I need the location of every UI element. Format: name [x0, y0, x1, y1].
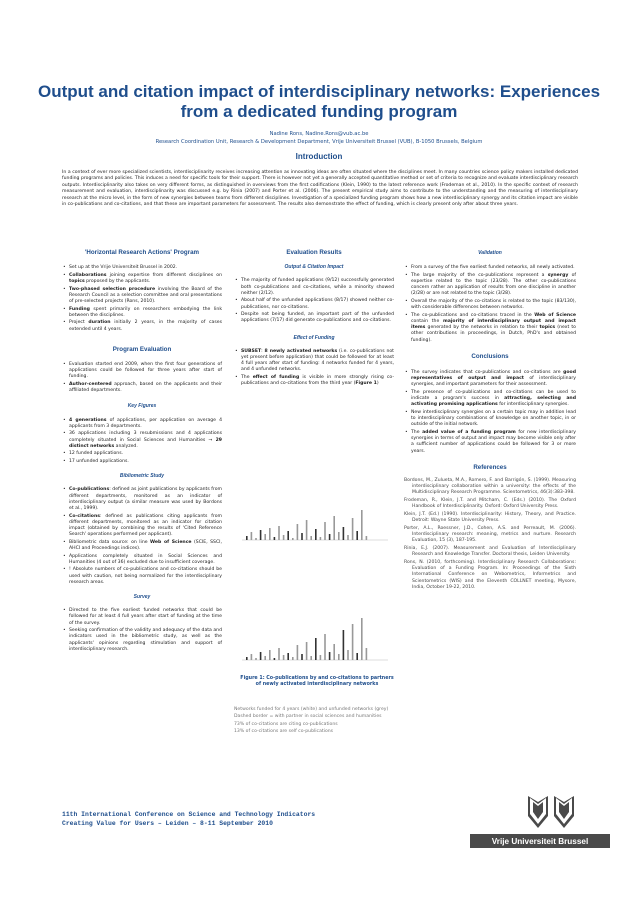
list-item: • The added value of a funding program for new interdisciplinary synergies in terms of output and impact may become visible only after a sufficient number of applications could be followed for 3 or more years. — [411, 430, 576, 455]
validation-heading: Validation — [478, 250, 502, 256]
chart-bar — [356, 531, 358, 540]
reference-item: Rinia, E.J. (2007). Measurement and Evaluation of Interdisciplinary Research and Knowledge Transfer. Doctoral thesis, Leiden University. — [404, 546, 576, 558]
chart-bar — [361, 510, 363, 540]
list-item: • Bibliometric data source: on line Web of Science (SCIE, SSCI, AHCI and Proceedings indices). — [69, 540, 222, 552]
logo-emblem-icon — [528, 796, 574, 828]
output-heading: Output & Citation Impact — [284, 264, 344, 271]
program-list — [62, 265, 222, 333]
vub-logo — [470, 788, 610, 870]
chart-bar — [292, 538, 294, 540]
logo-text: Vrije Universiteit Brussel — [491, 837, 589, 846]
chart-bar — [347, 650, 349, 660]
validation-list — [404, 265, 576, 344]
chart-bar — [251, 532, 253, 540]
list-item: • 17 unfunded applications. — [69, 459, 222, 465]
chart-bar — [301, 654, 303, 660]
chart-bar — [292, 657, 294, 660]
list-item: • SUBSET: 8 newly activated networks (i.e. co-publications not yet present before application) that could be followed for at least 4 full years after start of funding: 4 networks funded for 4 years, and 4 unfunded networks. — [241, 349, 394, 374]
evaluation-list — [62, 362, 222, 394]
list-item: • 12 funded applications. — [69, 451, 222, 457]
list-item: • Author-centered approach, based on the applicants and their affiliated departments. — [69, 382, 222, 394]
reference-item: Bordons, M., Zulueta, M.A., Romero, F. and Barrigón, S. (1999). Measuring interdisciplinary collaboration within a university: the effects of the Multidisciplinary Research Programme. Scientometrics, 46(3):383-398. — [404, 478, 576, 496]
chart-bar — [251, 654, 253, 660]
affiliation-line: Research Coordination Unit, Research & Development Department, Vrije Universiteit Brussel (VUB), B-1050 Brussels, Belgium — [155, 139, 483, 145]
list-item: • The effect of funding is visible in more strongly rising co-publications and co-citations from the third year (Figure 1) — [241, 375, 394, 387]
list-item: • The presence of co-publications and co-citations can be used to indicate a program's success in attracting, selecting and activating promising applications for interdisciplinary synergies. — [411, 390, 576, 409]
chart-bar — [287, 653, 289, 660]
chart-bar — [366, 536, 368, 540]
legend-line: Networks funded for 4 years (white) and unfunded networks (grey) — [234, 707, 389, 712]
chart-bar — [278, 648, 280, 660]
chart-bar — [366, 648, 368, 660]
chart-bar — [329, 652, 331, 660]
chart-bar — [343, 630, 345, 660]
chart-bar — [306, 520, 308, 540]
chart-bar — [297, 524, 299, 540]
cocit-panel — [242, 618, 388, 660]
chart-bar — [278, 526, 280, 540]
chart-bar — [255, 538, 257, 540]
legend-line: 13% of co-citations are self co-publications — [234, 729, 334, 735]
intro-heading: Introduction — [295, 152, 343, 161]
list-item: • Directed to the five earliest funded networks that could be followed for at least 4 full years after start of funding at the time of the survey. — [69, 608, 222, 627]
intro-text: In a context of ever more specialized scientists, interdisciplinarity receives increasing attention as innovating ideas are often situated where the disciplines meet. In many countries science policy makers installed dedicated funding programs and policies. This induces a need for specific tools for their support. There is however not yet a generally accepted quantitative method or set of criteria to recognize and evaluate interdisciplinary research outputs. Interdisciplinarity also takes on very different forms, as distinguished in overviews from the first codifications (Klein, 1990) to the latest reference work (Frodeman et al., 2010). In the specific context of research measurement and evaluation, interdisciplinarity was discussed e.g. by Rinia (2007) and Porter et al. (2006). The present empirical study aims to contribute to the understanding and the measuring of interdisciplinary research at the micro level, in the form of new synergies between teams from different disciplines. Investigation of a specialized funding program shows how a new interdisciplinary synergy and its citation impact are visible in co-publications and co-citations, and that these are important parameters for assessment. The results also demonstrate the effect of funding, which is clearly present only after about three years. — [62, 170, 578, 208]
chart-bar — [297, 645, 299, 660]
figure-caption: Figure 1: Co-publications by and co-citations to partners of newly activated interdisciplinary networks — [240, 676, 394, 688]
chart-bar — [324, 522, 326, 540]
biblio-list — [62, 487, 222, 586]
output-list — [234, 278, 394, 324]
chart-bar — [338, 654, 340, 660]
list-item: • Evaluation started end 2009, when the first four generations of applications could be followed for three years after start of funding. — [69, 362, 222, 381]
chart-bar — [246, 657, 248, 660]
results-heading: Evaluation Results — [286, 249, 342, 256]
page-title: Output and citation impact of interdisciplinary networks: Experiences from a dedicated funding program — [37, 82, 601, 121]
list-item: • The majority of funded applications (9/12) successfully generated both co-publications and co-citations, while a minority showed neither (2/12). — [241, 278, 394, 297]
copub-panel — [242, 510, 388, 540]
evaluation-heading: Program Evaluation — [112, 345, 172, 353]
middle-column — [234, 250, 394, 389]
chart-bar — [329, 534, 331, 540]
list-item: • Project duration initially 2 years, in the majority of cases extended until 4 years. — [69, 320, 222, 332]
chart-bar — [333, 644, 335, 660]
conclusions-list — [404, 370, 576, 455]
list-item: • ! Absolute numbers of co-publications and co-citations should be used with caution, not being normalized for the interdisciplinary research areas. — [69, 567, 222, 586]
chart-bar — [338, 532, 340, 540]
chart-bar — [306, 642, 308, 660]
chart-bar — [343, 527, 345, 540]
chart-bar — [269, 650, 271, 660]
reference-item: Klein, J.T. (Ed.) (1990). Interdisciplinarity: History, Theory, and Practice. Detroit: Wayne State University Press. — [404, 512, 576, 524]
chart-bar — [333, 516, 335, 540]
list-item: • Seeking confirmation of the validity and adequacy of the data and indicators used in the bibliometric study, as well as the applicants' opinions regarding stimulation and support of interdisciplinary research. — [69, 628, 222, 653]
conference-footer — [62, 810, 422, 828]
chart-bar — [246, 536, 248, 540]
list-item: • Two-phased selection procedure involving the Board of the Research Council as a selection committee and oral presentations of pre-selected projects (Rons, 2010). — [69, 287, 222, 306]
list-item: • Despite not being funded, an important part of the unfunded applications (7/17) did generate co-publications and co-citations. — [241, 312, 394, 324]
chart-bar — [264, 534, 266, 540]
chart-bar — [356, 653, 358, 660]
reference-item: Frodeman, R., Klein, J.T. and Mitcham, C. (Eds.) (2010). The Oxford Handbook of Interdisciplinarity. Oxford: Oxford University Press. — [404, 498, 576, 510]
chart-bar — [287, 531, 289, 540]
conclusions-heading: Conclusions — [471, 352, 509, 360]
survey-heading: Survey — [133, 594, 151, 601]
list-item: • The co-publications and co-citations traced in the Web of Science contain the majority of interdisciplinary output and impact items generated by the networks in relation to their topics (next to other contributions in proceedings, in Dutch, PhD's and obtained funding). — [411, 313, 576, 344]
biblio-heading: Bibliometric Study — [119, 473, 165, 480]
chart-bar — [361, 618, 363, 660]
figures-heading: Key Figures — [127, 403, 157, 410]
references-heading: References — [473, 463, 507, 471]
chart-bar — [255, 658, 257, 660]
list-item: • Set up at the Vrije Universiteit Brussel in 2002. — [69, 265, 222, 271]
list-item: • 4 generations of applications, per application on average 4 applicants from 3 departments. — [69, 418, 222, 430]
legend-line: Dashed border = with partner in social sciences and humanities — [234, 714, 382, 720]
chart-bar — [274, 658, 276, 660]
chart-bar — [324, 634, 326, 660]
program-heading: 'Horizontal Research Actions' Program — [84, 249, 200, 256]
chart-bar — [260, 530, 262, 540]
figure-1-chart — [238, 480, 396, 670]
list-item: • Co-citations: defined as publications citing applicants from different departments, monitored as an indicator for citation impact (obtained by combining the results of 'Cited Reference Search' operations performed per applicant). — [69, 514, 222, 539]
chart-bar — [260, 652, 262, 660]
funding-heading: Effect of Funding — [293, 334, 335, 341]
legend-line: 73% of co-citations are citing co-publications — [234, 721, 338, 727]
footer-line-1: 11th International Conference on Science and Technology Indicators — [62, 811, 316, 818]
authors-block — [40, 130, 598, 146]
footer-line-2: Creating Value for Users – Leiden – 8-11 September 2010 — [62, 820, 273, 827]
figure-legend — [234, 706, 402, 736]
list-item: • About half of the unfunded applications (8/17) showed neither co-publications, nor co-citations. — [241, 298, 394, 310]
left-column — [62, 250, 222, 654]
list-item: • Collaborations joining expertise from different disciplines on topics proposed by the applicants. — [69, 273, 222, 285]
chart-bar — [352, 518, 354, 540]
chart-bar — [320, 655, 322, 660]
chart-bar — [310, 656, 312, 660]
list-item: • Co-publications: defined as joint publications by applicants from different departments, monitored as an indicator of interdisciplinary output (a similar measure was used by Bordons et al., 1999). — [69, 487, 222, 512]
survey-list — [62, 608, 222, 653]
reference-item: Porter, A.L., Roessner, J.D., Cohen, A.S. and Perreault, M. (2006). Interdisciplinary research: meaning, metrics and nurture. Research Evaluation, 15 (3), 187-195. — [404, 525, 576, 544]
chart-bar — [269, 528, 271, 540]
list-item: • Overall the majority of the co-citations is related to the topic (83/130), with considerable differences between networks. — [411, 299, 576, 311]
list-item: • Applications completely situated in Social Sciences and Humanities (4 out of 36) excluded due to insufficient coverage. — [69, 554, 222, 566]
chart-bar — [310, 536, 312, 540]
reference-item: Rons, N. (2010, forthcoming). Interdisciplinary Research Collaborations: Evaluation of a Funding Program. In: Proceedings of the Sixth International Conference on Webometrics, Informetrics and Scientometrics (WIS) and the Eleventh COLLNET meeting, Mysore, India, October 19-22, 2010. — [404, 559, 576, 590]
list-item: • 36 applications including 3 resubmissions and 4 applications completely situated in Social Sciences and Humanities → 29 distinct networks analyzed. — [69, 431, 222, 450]
list-item: • Funding spent primarily on researchers embodying the link between the disciplines. — [69, 307, 222, 319]
figures-list — [62, 418, 222, 466]
chart-bar — [347, 535, 349, 540]
chart-bar — [283, 535, 285, 540]
chart-bar — [301, 533, 303, 540]
list-item: • New interdisciplinary synergies on a certain topic may in addition lead to interdisciplinary combinations of knowledge on another topic, in or outside of the initial network. — [411, 410, 576, 429]
author-line: Nadine Rons, Nadine.Rons@vub.ac.be — [269, 131, 369, 137]
chart-bar — [315, 529, 317, 540]
right-column — [404, 250, 576, 592]
list-item: • From a survey of the five earliest funded networks, all newly activated. — [411, 265, 576, 271]
chart-bar — [283, 655, 285, 660]
chart-bar — [320, 537, 322, 540]
chart-bar — [315, 638, 317, 660]
chart-bar — [352, 624, 354, 660]
chart-bar — [274, 537, 276, 540]
list-item: • The survey indicates that co-publications and co-citations are good representatives of output and impact of interdisciplinary synergies, and important parameters for their assessment. — [411, 370, 576, 389]
list-item: • The large majority of the co-publications represent a synergy of expertise related to the topic (23/28). The other co-publications concern rather an application of results from one discipline in another (2/28) or are not related to the topic (3/28). — [411, 273, 576, 298]
funding-list — [234, 349, 394, 388]
references-list — [404, 478, 576, 591]
chart-bar — [264, 656, 266, 660]
